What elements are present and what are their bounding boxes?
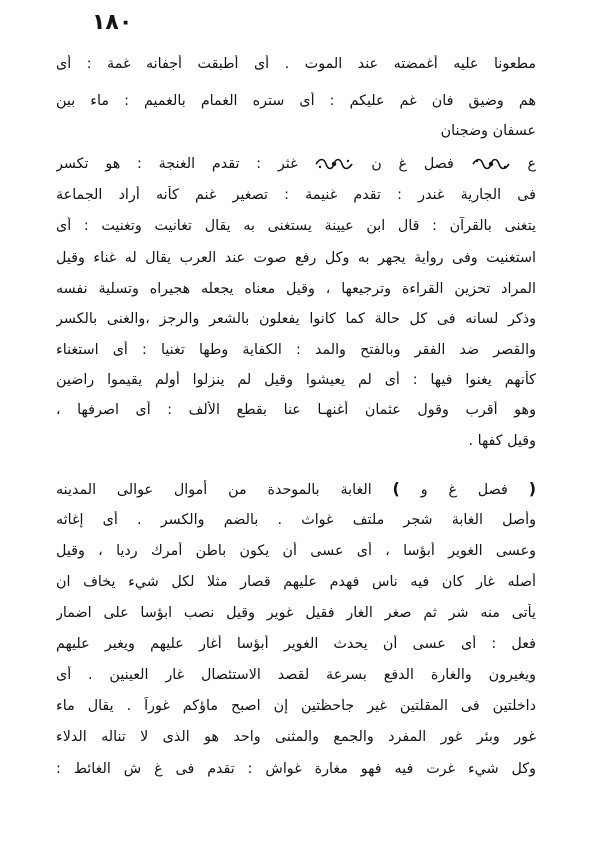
brace-left-icon: ( [528,480,536,498]
text-line: كأنهم يغنوا فيها : أى لم يعيشوا وقيل لم ينزلوا أولم يقيموا راضين [56,372,536,388]
brace-right-icon: ) [392,480,400,498]
text-line: مطعونا عليه أغمضته عند الموت . أى أطبقت أجفانه غمة : أى [56,56,536,72]
text-line: فعل : أى عسى أن يحدث الغوير أبؤسا أغار عليهم ويغير عليهم [56,636,536,652]
text-line: داخلتين فى المقلتين غير جاحظتين إن اصبح ماؤكم غوراً . يقال ماء [56,698,536,714]
text-line: عسفان وضجنان [440,123,536,139]
text-line: ويغيرون والغارة الدفع بسرعة لقصد الاستئصال غار العينين . أى [56,667,536,683]
text-line: وعسى الغوير أبؤسا ، أى عسى أن يكون باطن أمرك رديا ، وقيل [56,543,536,559]
section-prefix: ع [527,156,536,172]
text-line: يأتى منه شر ثم صغر الغار فقيل غوير وقيل نصب ابؤسا على اضمار [56,605,536,621]
section-heading: فصل غ ن [371,156,454,172]
section-heading-line [56,155,536,173]
section-text: غثر : تقدم الغنجة : هو تكسر [56,156,298,172]
text-line: وأصل الغابة شجر ملتف غواث . بالضم والكسر . أى إغاثه [56,512,536,528]
text-line: أصله غار كان فيه ناس فهدم عليهم قصار مثلا لكل شيء يخاف ان [56,574,536,590]
ornament-icon [314,157,354,171]
text-line: وذكر لسانه فى كل حالة كما كانوا يفعلون بالشعر والرجز ،والغنى بالكسر [56,311,536,327]
text-line: المراد تحزين القراءة وترجيعها ، وقيل معناه يجعله هجيراه وتسلية نفسه [56,281,536,297]
text-line: استغنيت وفى رواية يجهر به وكل رفع صوت عند العرب يقال له غناء وقيل [56,250,536,266]
text-line: والقصر ضد الفقر وبالفتح والمد : الكفاية وطها تغنيا : أى استغناء [56,342,536,358]
text-line: وكل شيء غرت فيه فهو مغارة غواش : تقدم فى غ ش الغائط : [56,761,536,777]
text-line: فى الجارية غندر : تقدم غنيمة : تصغير غنم كأنه أراد الجماعة [56,187,536,203]
text-line: يتغنى بالقرآن : قال ابن عيينة يستغنى به يقال تغانيت وتغنيت : أى [56,218,536,234]
text-line: وهو أقرب وقول عثمان أغنهـا عنا بقطع الألف : أى اصرفها ، [56,402,536,418]
section-heading: فصل غ و [420,482,508,498]
text-line: وقيل كفها . [468,433,536,449]
section-text: الغابة بالموحدة من أموال عوالى المدينه [56,482,372,498]
section-heading-line [56,480,536,499]
text-line: هم وضيق فان غم عليكم : أى ستره الغمام بالغميم : ماء بين [56,93,536,109]
ornament-icon [471,157,511,171]
page-number: ١٨٠ [92,10,133,35]
text-line: غور وبئر غور المفرد والجمع والمثنى واحد هو الذى لا تناله الدلاء [56,729,536,745]
